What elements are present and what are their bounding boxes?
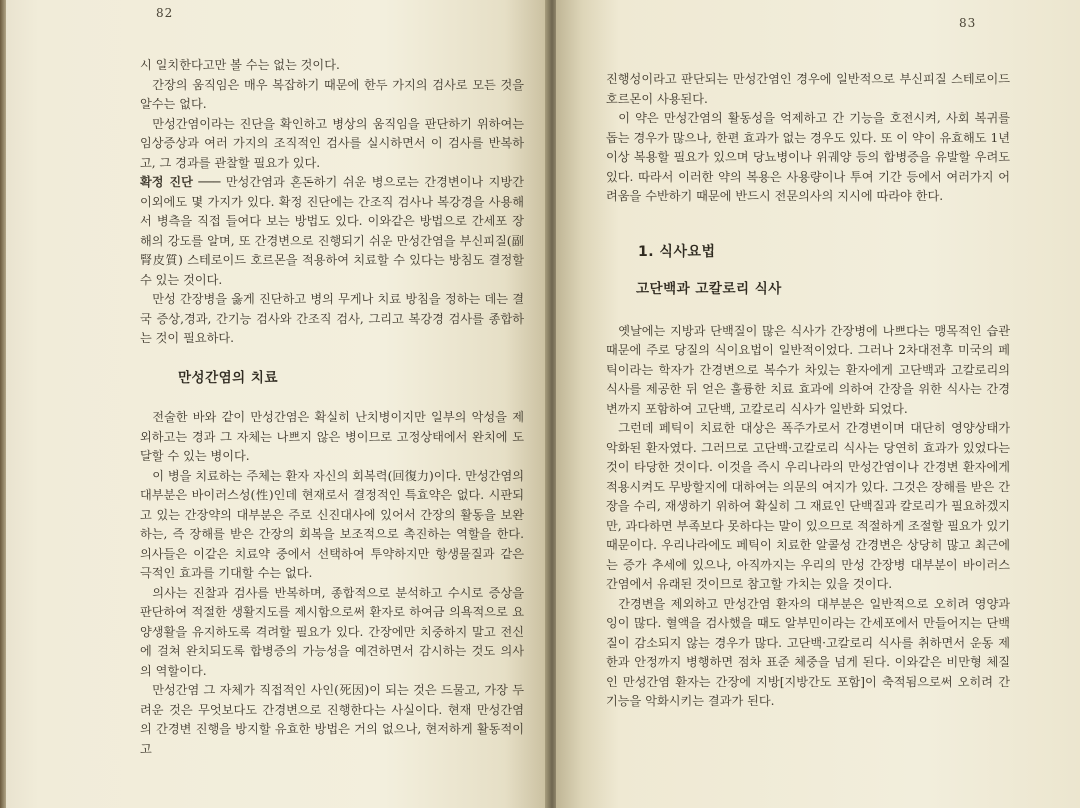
paragraph: 의사는 진찰과 검사를 반복하며, 종합적으로 분석하고 수시로 증상을 판단하여 적절한 생활지도를 제시함으로써 환자로 하여금 의욕적으로 요양생활을 유지하도록 격려할 필요가 있다. 간장에만 치중하지 말고 전신에 걸쳐 완치되도록 합병증의 가능성을 예견하면서 감시하는 것도 의사의 역할이다. <box>140 585 524 678</box>
paragraph: 만성간염이라는 진단을 확인하고 병상의 움직임을 판단하기 위하여는 임상증상과 여러 가지의 조직적인 검사를 실시하면서 이 검사를 반복하고, 그 경과를 관찰할 필요가 있다. <box>140 116 524 170</box>
paragraph: 이 약은 만성간염의 활동성을 억제하고 간 기능을 호전시켜, 사회 복귀를 돕는 경우가 많으나, 한편 효과가 없는 경우도 있다. 또 이 약이 유효해도 1년 이상 복용할 필요가 있으며 당뇨병이나 위궤양 등의 합병증을 유발할 우려도 있다. 따라서 이러한 약의 복용은 사용량이나 투여 기간 등에서 여러가지 어려움을 수반하기 때문에 반드시 전문의사의 지시에 따라야 한다. <box>606 111 1010 203</box>
paragraph: 간경변을 제외하고 만성간염 환자의 대부분은 일반적으로 오히려 영양과잉이 많다. 혈액을 검사했을 때도 알부민이라는 간세포에서 만들어지는 단백질이 감소되지 않는 경우가 많다. 고단백·고칼로리 식사를 취하면서 운동 제한과 안정까지 병행하면 점차 표준 체중을 넘게 된다. 이와같은 비만형 체질인 만성간염 환자는 간장에 지방[지방간도 포함]이 축적됨으로써 오히려 간기능을 악화시키는 결과가 된다. <box>606 596 1010 708</box>
paragraph-text: ─── 만성간염과 혼돈하기 쉬운 병으로는 간경변이나 지방간 이외에도 몇 가지가 있다. 확정 진단에는 간조직 검사나 복강경을 사용해서 병측을 직접 들여다 보는 방법도 있다. 이와같은 방법으로 간세포 장해의 강도를 알며, 또 간경변으로 진행되기 쉬운 만성간염을 부신피질(副腎皮質) 스테로이드 호르몬을 적용하여 치료할 수 있다는 방침도 결정할 수 있는 것이다. <box>140 175 524 287</box>
paragraph: 간장의 움직임은 매우 복잡하기 때문에 한두 가지의 검사로 모든 것을 알수는 없다. <box>140 77 524 111</box>
paragraph: 진행성이라고 판단되는 만성간염인 경우에 일반적으로 부신피질 스테로이드 호르몬이 사용된다. <box>606 72 1010 106</box>
paragraph: 만성간염 그 자체가 직접적인 사인(死因)이 되는 것은 드물고, 가장 두려운 것은 무엇보다도 간경변으로 진행한다는 사실이다. 현재 만성간염의 간경변 진행을 방지할 유효한 방법은 거의 없으나, 현저하게 활동적이고 <box>140 683 524 756</box>
paragraph: 옛날에는 지방과 단백질이 많은 식사가 간장병에 나쁘다는 맹목적인 습관때문에 주로 당질의 식이요법이 일반적이었다. 그러나 2차대전후 미국의 페틱이라는 학자가 간경변으로 복수가 차있는 환자에게 고단백과 고칼로리의 식사를 제공한 뒤 얻은 훌륭한 치료 효과에 의하여 간장을 위한 식사는 간경변까지 포함하여 고단백, 고칼로리 식사가 일반화 되었다. <box>606 323 1010 416</box>
paragraph: 전술한 바와 같이 만성간염은 확실히 난치병이지만 일부의 악성을 제외하고는 경과 그 자체는 나쁘지 않은 병이므로 고정상태에서 완치에 도달할 수 있는 병이다. <box>140 410 524 463</box>
left-page <box>6 0 548 808</box>
sub-heading: 고단백과 고칼로리 식사 <box>636 281 782 297</box>
paragraph: 시 일치한다고만 볼 수는 없는 것이다. <box>140 58 340 72</box>
paragraph: 이 병을 치료하는 주체는 환자 자신의 회복력(回復力)이다. 만성간염의 대부분은 바이러스성(性)인데 현재로서 결정적인 특효약은 없다. 시판되고 있는 간장약의 대부분은 주로 신진대사에 있어서 간장의 활동을 보완하는, 즉 장해를 받은 간장의 회복을 보조적으로 촉진하는 역할을 한다. 의사들은 이같은 치료약 중에서 선택하여 투약하지만 항생물질과 같은 극적인 효과를 기대할 수는 없다. <box>140 468 524 580</box>
bold-term: 확정 진단 <box>140 175 193 189</box>
page-number: 83 <box>959 16 977 30</box>
paragraph: 만성 간장병을 옳게 진단하고 병의 무게나 치료 방침을 정하는 데는 결국 증상,경과, 간기능 검사와 간조직 검사, 그리고 복강경 검사를 종합하는 것이 필요하다. <box>140 292 524 345</box>
page-number: 82 <box>156 6 174 20</box>
paragraph <box>140 173 524 290</box>
section-heading: 만성간염의 치료 <box>178 369 278 386</box>
right-page <box>556 0 1080 808</box>
right-page-body <box>606 70 1010 712</box>
left-page-body <box>140 56 524 759</box>
section-heading: 1. 식사요법 <box>638 243 716 260</box>
paragraph: 그런데 페틱이 치료한 대상은 폭주가로서 간경변이며 대단히 영양상태가 악화된 환자였다. 그러므로 고단백·고칼로리 식사는 당연히 효과가 있었다는 것이 타당한 것이다. 이것을 즉시 우리나라의 만성간염이나 간경변 환자에게 적용시켜도 무방할지에 대하여는 의문의 여지가 있다. 그것은 장해를 받은 간장을 수리, 재생하기 위하여 확실히 그 재료인 단백질과 칼로리가 필요하겠지만, 과다하면 부족보다 못하다는 말이 있으므로 적절하게 조절할 필요가 있기 때문이다. 우리나라에도 페틱이 치료한 알콜성 간경변은 상당히 많고 최근에는 증가 추세에 있으나, 아직까지는 우리의 만성 간장병 대부분이 바이러스 간염에서 유래된 것이므로 참고할 가치는 있을 것이다. <box>606 421 1010 591</box>
